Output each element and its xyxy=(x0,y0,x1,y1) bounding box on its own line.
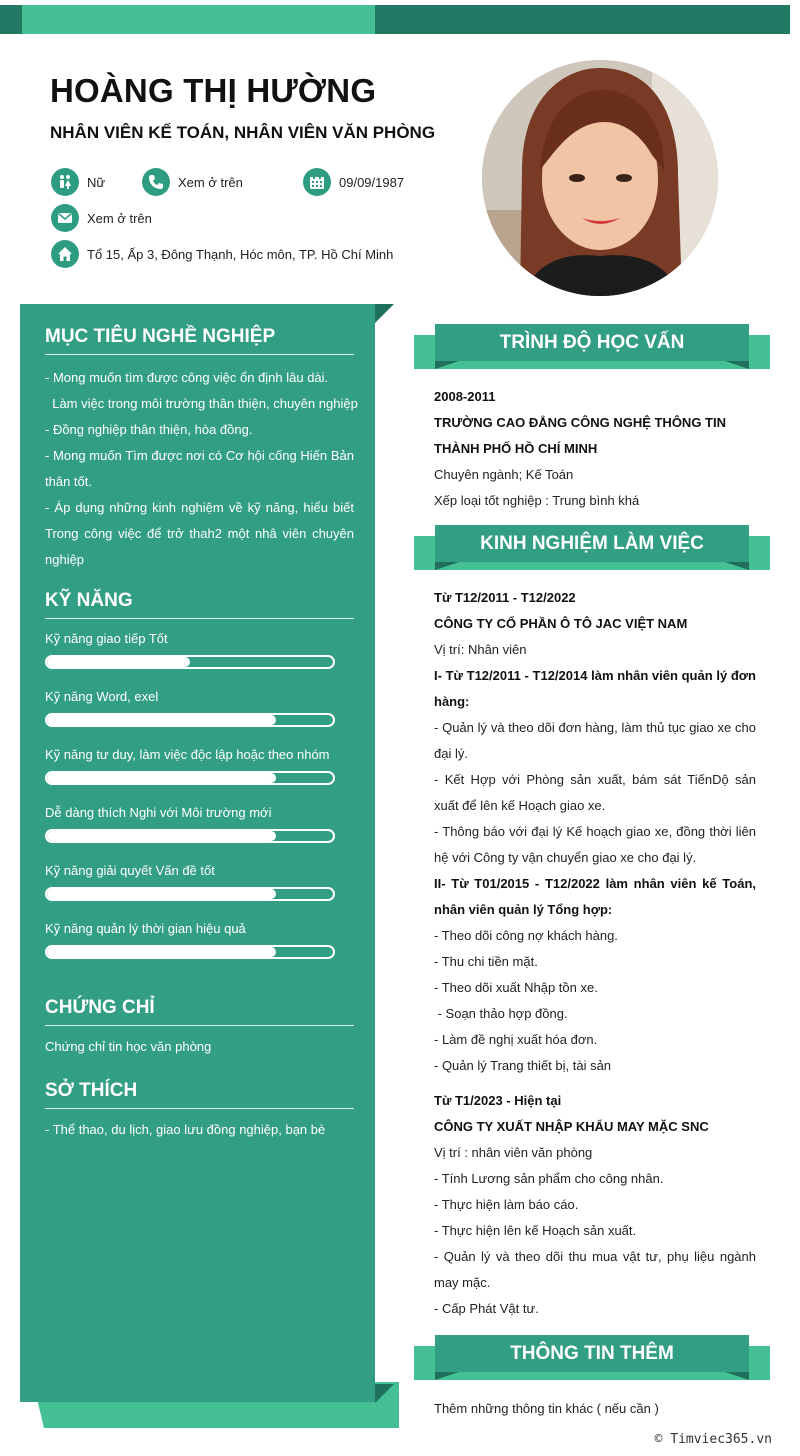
skill-label: Kỹ năng tư duy, làm việc độc lập hoặc theo nhóm xyxy=(45,747,330,762)
skills-list xyxy=(45,631,354,959)
job2-position: Vị trí : nhân viên văn phòng xyxy=(434,1145,593,1160)
experience-title: KINH NGHIỆM LÀM VIỆC xyxy=(435,525,749,562)
job2-period: Từ T1/2023 - Hiện tại xyxy=(434,1093,562,1108)
skill-label: Kỹ năng quản lý thời gian hiệu quả xyxy=(45,921,246,936)
skill-bar-fill xyxy=(47,831,276,841)
experience-ribbon xyxy=(414,525,770,573)
ribbon-fold-right xyxy=(725,1372,749,1380)
job2-item: - Thực hiện làm báo cáo. xyxy=(434,1197,579,1212)
phone-value: Xem ở trên xyxy=(178,174,243,190)
job1-company: CÔNG TY CỔ PHẦN Ô TÔ JAC VIỆT NAM xyxy=(434,616,688,631)
ribbon-fold-left xyxy=(435,562,459,570)
job2-item: - Thực hiện lên kế Hoạch sản xuất. xyxy=(434,1223,637,1238)
job1-part2-item: - Theo dõi công nợ khách hàng. xyxy=(434,928,618,943)
sidebar-fold-bottom xyxy=(375,1384,394,1403)
email-value: Xem ở trên xyxy=(87,210,152,226)
education-major: Chuyên ngành; Kế Toán xyxy=(434,467,574,482)
ribbon-fold-right xyxy=(725,361,749,369)
phone-icon xyxy=(142,168,170,196)
address-value: Tổ 15, Ấp 3, Đông Thạnh, Hóc môn, TP. Hồ Chí Minh xyxy=(87,246,394,262)
skill-bar xyxy=(45,945,335,959)
skill-bar-fill xyxy=(47,657,190,667)
job1-part1-item: - Kết Hợp với Phòng sản xuất, bám sát TiếnDộ sản xuất để lên kế Hoạch giao xe. xyxy=(434,772,756,813)
experience-job1 xyxy=(434,585,756,1079)
objective-line: Làm việc trong môi trường thân thiện, chuyên nghiệp xyxy=(45,396,358,411)
job1-part2-item: - Làm đề nghị xuất hóa đơn. xyxy=(434,1032,598,1047)
skill-bar-fill xyxy=(47,947,276,957)
objective-line: - Mong muốn tìm được công việc ổn định lâu dài. xyxy=(45,370,329,385)
certificate-item: Chứng chỉ tin học văn phòng xyxy=(45,1039,212,1054)
extra-ribbon xyxy=(414,1335,770,1383)
home-icon xyxy=(51,240,79,268)
sidebar-fold-top xyxy=(375,304,394,323)
candidate-name: HOÀNG THỊ HƯỜNG xyxy=(50,72,377,109)
objective-text xyxy=(45,365,358,573)
education-period: 2008-2011 xyxy=(434,389,496,404)
top-bar xyxy=(0,5,790,34)
ribbon-fold-left xyxy=(435,1372,459,1380)
hobby-item: - Thể thao, du lịch, giao lưu đồng nghiệp, bạn bè xyxy=(45,1122,326,1137)
skill-bar xyxy=(45,713,335,727)
job1-part2-item: - Thu chi tiền mặt. xyxy=(434,954,538,969)
ribbon-fold-right xyxy=(725,562,749,570)
objective-line: - Mong muốn Tìm được nơi có Cơ hội cống Hiến Bản thân tốt. xyxy=(45,448,354,489)
education-title: TRÌNH ĐỘ HỌC VẤN xyxy=(435,324,749,361)
skill-bar xyxy=(45,887,335,901)
job1-position: Vị trí: Nhân viên xyxy=(434,642,527,657)
profile-photo-drawing xyxy=(482,60,718,296)
job2-item: - Cấp Phát Vật tư. xyxy=(434,1301,539,1316)
certificates-title: CHỨNG CHỈ xyxy=(45,997,354,1026)
objective-title: MỤC TIÊU NGHỀ NGHIỆP xyxy=(45,326,354,355)
job1-part2-item: - Quản lý Trang thiết bị, tài sản xyxy=(434,1058,612,1073)
top-bar-accent xyxy=(22,5,375,34)
job1-part1-item: - Quản lý và theo dõi đơn hàng, làm thủ tục giao xe cho đại lý. xyxy=(434,720,756,761)
job2-item: - Tính Lương sản phẩm cho công nhân. xyxy=(434,1171,664,1186)
job1-part1-title: I- Từ T12/2011 - T12/2014 làm nhân viên quản lý đơn hàng: xyxy=(434,668,756,709)
job1-part1-item: - Thông báo với đại lý Kế hoạch giao xe, đồng thời liên hệ với Công ty vận chuyển giao xe cho đại lý. xyxy=(434,824,756,865)
skill-label: Dễ dàng thích Nghi với Môi trường mới xyxy=(45,805,272,820)
job1-part2-item: - Theo dõi xuất Nhập tồn xe. xyxy=(434,980,598,995)
skill-bar xyxy=(45,771,335,785)
objective-line: - Áp dụng những kinh nghiệm về kỹ năng, hiểu biết Trong công việc để trở thah2 một nhâ viên chuyên nghiệp xyxy=(45,500,354,567)
gender-info xyxy=(51,168,105,196)
job1-part2-item: - Soạn thảo hợp đồng. xyxy=(434,1006,568,1021)
birthday-value: 09/09/1987 xyxy=(339,174,405,190)
job2-company: CÔNG TY XUẤT NHẬP KHẨU MAY MẶC SNC xyxy=(434,1119,709,1134)
calendar-icon xyxy=(303,168,331,196)
skill-bar-fill xyxy=(47,715,276,725)
job2-item: - Quản lý và theo dõi thu mua vật tư, phụ liệu ngành may mặc. xyxy=(434,1249,756,1290)
skill-bar-fill xyxy=(47,889,276,899)
skill-label: Kỹ năng giải quyết Vấn đề tốt xyxy=(45,863,215,878)
phone-info xyxy=(142,168,243,196)
job-title: NHÂN VIÊN KẾ TOÁN, NHÂN VIÊN VĂN PHÒNG xyxy=(50,123,436,142)
extra-text: Thêm những thông tin khác ( nếu cần ) xyxy=(434,1401,659,1416)
address-info xyxy=(51,240,393,268)
objective-line: - Đồng nghiệp thân thiện, hòa đồng. xyxy=(45,422,253,437)
profile-photo xyxy=(482,60,718,296)
gender-value: Nữ xyxy=(87,174,106,190)
skill-bar xyxy=(45,655,335,669)
extra-title: THÔNG TIN THÊM xyxy=(435,1335,749,1372)
gender-icon xyxy=(51,168,79,196)
skill-bar xyxy=(45,829,335,843)
skill-label: Kỹ năng giao tiếp Tốt xyxy=(45,631,168,646)
hobbies-title: SỞ THÍCH xyxy=(45,1080,354,1109)
birthday-info xyxy=(303,168,404,196)
job1-period: Từ T12/2011 - T12/2022 xyxy=(434,590,576,605)
education-ribbon xyxy=(414,324,770,372)
skills-title: KỸ NĂNG xyxy=(45,590,354,619)
job1-part2-title: II- Từ T01/2015 - T12/2022 làm nhân viên kế Toán, nhân viên quản lý Tổng hợp: xyxy=(434,876,756,917)
education-grade: Xếp loại tốt nghiệp : Trung bình khá xyxy=(434,493,640,508)
experience-job2 xyxy=(434,1088,756,1322)
skill-label: Kỹ năng Word, exel xyxy=(45,689,159,704)
envelope-icon xyxy=(51,204,79,232)
education-school: TRƯỜNG CAO ĐẲNG CÔNG NGHỆ THÔNG TIN THÀNH PHỐ HỒ CHÍ MINH xyxy=(434,415,726,456)
email-info xyxy=(51,204,152,232)
ribbon-fold-left xyxy=(435,361,459,369)
education-section xyxy=(434,384,756,514)
footer-credit: © Timviec365.vn xyxy=(654,1432,772,1447)
skill-bar-fill xyxy=(47,773,276,783)
sidebar xyxy=(20,304,375,1402)
